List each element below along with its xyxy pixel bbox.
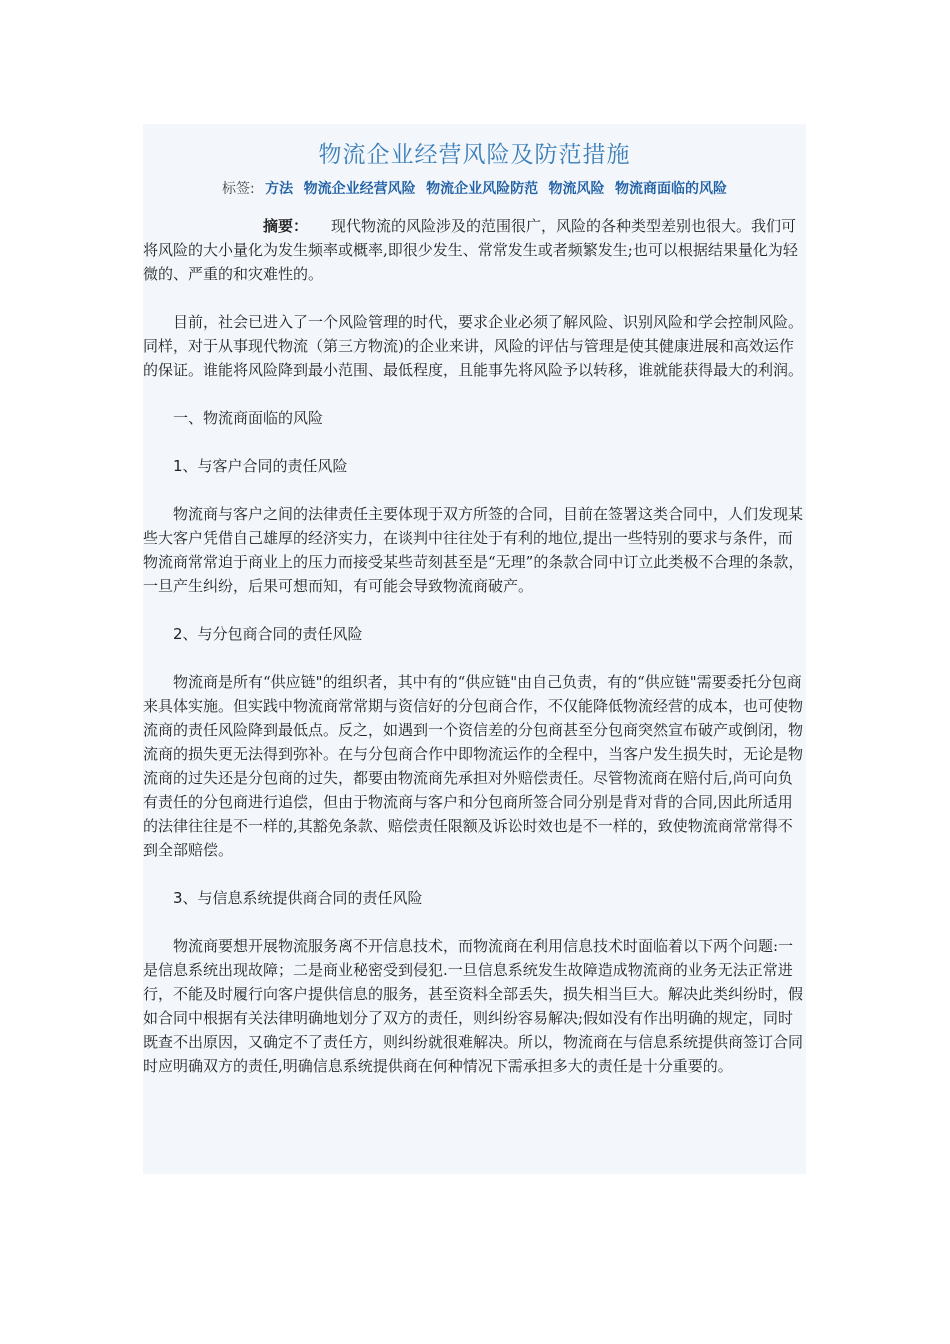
subsection-heading: 1、与客户合同的责任风险: [173, 457, 348, 475]
paragraph-subcontractor-contract: 物流商是所有“供应链"的组织者，其中有的“供应链"由自己负责，有的“供应链"需要委托分包商来具体实施。但实践中物流商常常期与资信好的分包商合作，不仅能降低物流经营的成本，也可使物流商的责任风险降到最低点。反之，如遇到一个资信差的分包商甚至分包商突然宣布破产或倒闭，物流商的损失更无法得到弥补。在与分包商合作中即物流运作的全程中，当客户发生损失时，无论是物流商的过失还是分包商的过失，都要由物流商先承担对外赔偿责任。尽管物流商在赔付后,尚可向负有责任的分包商进行追偿，但由于物流商与客户和分包商所签合同分别是背对背的合同,因此所适用的法律往往是不一样的,其豁免条款、赔偿责任限额及诉讼时效也是不一样的，致使物流商常常得不到全部赔偿。: [143, 673, 804, 859]
article-panel: [143, 124, 806, 1174]
tag-link[interactable]: 物流商面临的风险: [614, 181, 727, 197]
tag-link[interactable]: 方法: [265, 181, 294, 197]
tag-link[interactable]: 物流企业经营风险: [303, 181, 416, 197]
intro-paragraph: 目前，社会已进入了一个风险管理的时代，要求企业必须了解风险、识别风险和学会控制风险。同样，对于从事现代物流（第三方物流)的企业来讲，风险的评估与管理是使其健康进展和高效运作的保证。谁能将风险降到最小范围、最低程度，且能事先将风险予以转移，谁就能获得最大的利润。: [143, 313, 804, 379]
section-heading: 一、物流商面临的风险: [173, 409, 324, 427]
paragraph-customer-contract: 物流商与客户之间的法律责任主要体现于双方所签的合同，目前在签署这类合同中，人们发现某些大客户凭借自己雄厚的经济实力，在谈判中往往处于有利的地位,提出一些特别的要求与条件，而物流商常常迫于商业上的压力而接受某些苛刻甚至是“无理”的条款合同中订立此类极不合理的条款，一旦产生纠纷，后果可想而知，有可能会导致物流商破产。: [143, 505, 804, 595]
abstract-paragraph: [143, 214, 806, 286]
article-title: 物流企业经营风险及防范措施: [318, 142, 631, 168]
paragraph-info-system-contract: 物流商要想开展物流服务离不开信息技术，而物流商在利用信息技术时面临着以下两个问题:一是信息系统出现故障；二是商业秘密受到侵犯.一旦信息系统发生故障造成物流商的业务无法正常进行，不能及时履行向客户提供信息的服务，甚至资料全部丢失，损失相当巨大。解决此类纠纷时，假如合同中根据有关法律明确地划分了双方的责任，则纠纷容易解决;假如没有作出明确的规定，同时既查不出原因，又确定不了责任方，则纠纷就很难解决。所以，物流商在与信息系统提供商签订合同时应明确双方的责任,明确信息系统提供商在何种情况下需承担多大的责任是十分重要的。: [143, 937, 804, 1075]
tag-link[interactable]: 物流风险: [548, 181, 605, 197]
tag-line: [143, 178, 806, 198]
article-body: [143, 214, 806, 1102]
abstract-text: 现代物流的风险涉及的范围很广，风险的各种类型差别也很大。我们可将风险的大小量化为发生频率或概率,即很少发生、常常发生或者频繁发生;也可以根据结果量化为轻微的、严重的和灾难性的。: [143, 217, 798, 283]
subsection-heading: 3、与信息系统提供商合同的责任风险: [173, 889, 423, 907]
tag-link[interactable]: 物流企业风险防范: [426, 181, 539, 197]
abstract-label: 摘要：: [263, 217, 309, 235]
subsection-heading: 2、与分包商合同的责任风险: [173, 625, 363, 643]
tags-label: 标签:: [222, 181, 255, 197]
